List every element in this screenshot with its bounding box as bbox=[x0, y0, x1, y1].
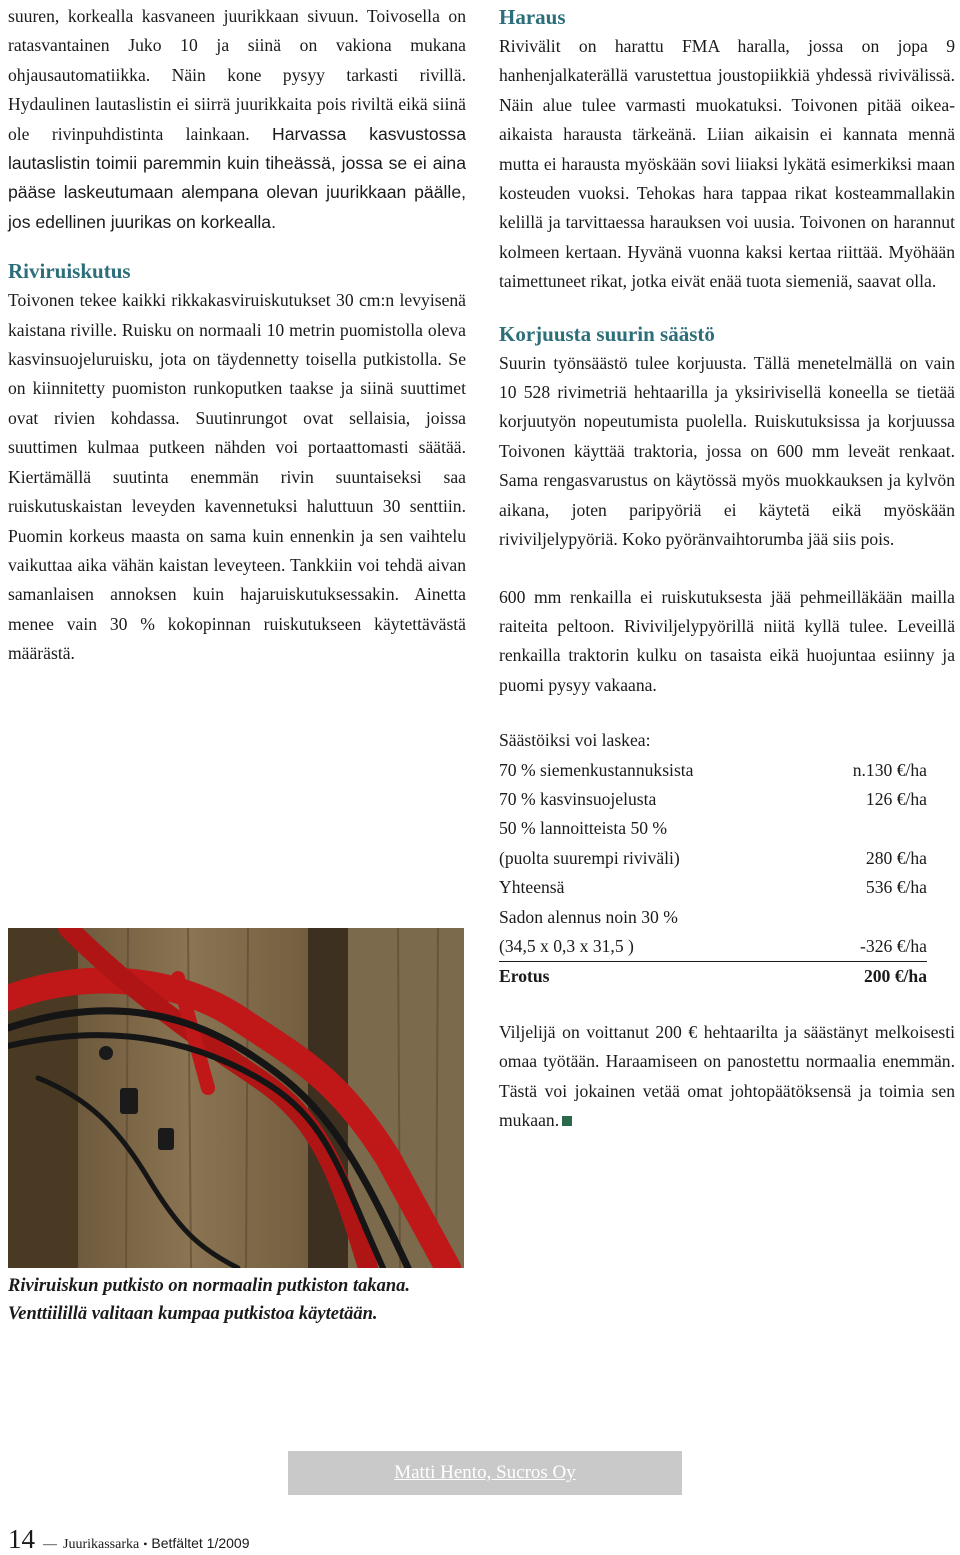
savings-label: 70 % siemenkustannuksista bbox=[499, 759, 694, 780]
paragraph-serif-text: suuren, korkealla kasvaneen juurikkaan sivuun. Toivosella on ratasvantainen Juko 10 ja siinä on vakiona mukana ohjausautomatiikka. Näin kone pysyy tarkasti rivillä. Hydaulinen lautaslistin ei siirrä juurikkaita pois riviltä eikä siinä ole rivinpuhdistinta lainkaan. bbox=[8, 6, 466, 144]
savings-row bbox=[499, 756, 927, 785]
savings-label: Sadon alennus noin 30 % bbox=[499, 906, 678, 927]
paragraph bbox=[499, 1018, 955, 1136]
savings-amount: 126 €/ha bbox=[865, 788, 927, 809]
author-box bbox=[288, 1451, 682, 1495]
photo-illustration bbox=[8, 928, 464, 1268]
photo-caption: Riviruiskun putkisto on normaalin putkiston takana. Venttiilillä valitaan kumpaa putkistoa käytetään. bbox=[8, 1276, 411, 1324]
footer-dash: — bbox=[43, 1537, 57, 1552]
page-footer bbox=[8, 1524, 249, 1554]
savings-total-row bbox=[499, 962, 927, 992]
savings-amount bbox=[809, 814, 927, 843]
savings-amount: 280 €/ha bbox=[865, 847, 927, 868]
paragraph bbox=[8, 2, 466, 237]
savings-label: Yhteensä bbox=[499, 877, 565, 898]
right-column bbox=[499, 2, 955, 1135]
bullet-separator: • bbox=[143, 1537, 148, 1551]
end-of-article-marker bbox=[562, 1116, 572, 1126]
savings-intro: Säästöiksi voi laskea: bbox=[499, 730, 651, 751]
savings-label: 70 % kasvinsuojelusta bbox=[499, 788, 657, 809]
author-link[interactable]: Matti Hento, Sucros Oy bbox=[394, 1462, 576, 1483]
savings-rows bbox=[499, 756, 927, 992]
savings-row bbox=[499, 844, 927, 873]
sprayer-pipework-photo bbox=[8, 928, 464, 1268]
savings-label: 50 % lannoitteista 50 % bbox=[499, 818, 668, 839]
page-number: 14 bbox=[8, 1524, 35, 1554]
final-paragraph-text: Viljelijä on voittanut 200 € hehtaarilta ja säästänyt melkoisesti omaa työtään. Haraamiseen on panostettu normaalia enemmän. Tästä voi jokainen vetää omat johtopäätöksensä ja toimia sen mukaan. bbox=[499, 1021, 955, 1130]
paragraph: Rivivälit on harattu FMA haralla, jossa on jopa 9 hanhenjalkaterällä varustettua joustopiikkiä yhdessä rivivälissä. Näin alue tulee varmasti muokatuksi. Toivonen pitää oikea-aikaista harausta tärkeänä. Liian aikaisin ei kannata mennä mutta ei harausta myöskään sovi liiaksi lykätä esimerkiksi maan kosteuden vuoksi. Tehokas hara tappaa rikat kosteammallakin kelillä ja tarvittaessa harauksen voi uusia. Toivonen on harannut kolmeen kertaan. Hyvänä vuonna kaksi kertaa riittää. Myöhään taimettuneet rikat, jotka eivät enää tuota siemeniä, saavat olla. bbox=[499, 36, 955, 292]
publication-name: Juurikassarka bbox=[63, 1537, 140, 1552]
savings-table bbox=[499, 726, 955, 992]
heading-riviruiskutus: Riviruiskutus bbox=[8, 259, 131, 284]
heading-haraus: Haraus bbox=[499, 5, 566, 29]
savings-amount bbox=[809, 903, 927, 932]
left-column bbox=[8, 2, 466, 669]
heading-korjuusta-suurin-saasto: Korjuusta suurin säästö bbox=[499, 321, 715, 346]
savings-row bbox=[499, 903, 927, 932]
savings-label: (34,5 x 0,3 x 31,5 ) bbox=[499, 932, 809, 962]
savings-row bbox=[499, 814, 927, 843]
savings-label: Erotus bbox=[499, 966, 550, 987]
paragraph: 600 mm renkailla ei ruiskutuksesta jää pehmeilläkään mailla raiteita peltoon. Riviviljelypyörillä niitä kyllä tulee. Leveillä renkailla traktorin kulku on tasaista eikä huojuntaa esiinny ja puomi pysyy vakaana. bbox=[499, 586, 955, 695]
savings-amount: 536 €/ha bbox=[865, 877, 927, 898]
savings-amount: n.130 €/ha bbox=[852, 759, 927, 780]
savings-amount: 200 €/ha bbox=[863, 966, 927, 987]
savings-row bbox=[499, 785, 927, 814]
savings-label: (puolta suurempi riviväli) bbox=[499, 847, 680, 868]
savings-amount: -326 €/ha bbox=[809, 932, 927, 962]
paragraph: Toivonen tekee kaikki rikkakasviruiskutukset 30 cm:n levyisenä kaistana riville. Ruisku on normaali 10 metrin puomistolla oleva kasvinsuojeluruisku, jota on täydennetty toisella putkistolla. Se on kiinnitetty puomiston runkoputken taakse ja siinä suuttimet ovat rivien kohdassa. Suutinrungot ovat sellaisia, joissa suuttimen kulmaa putkeen nähden voi portaattomasti säätää. Kiertämällä suutinta enemmän rivin suuntaiseksi saa ruiskutuskaistan leveyden kavennetuksi haluttuun 30 senttiin. Puomin korkeus maasta on sama kuin ennenkin ja sen vaihtelu vaikuttaa aika vähän kaistan leveyteen. Tankkiin voi tehdä aivan samanlaisen annoksen kuin hajaruiskutuksessakin. Ainetta menee vain 30 % kokopinnan ruiskutukseen käytettävästä määrästä. bbox=[8, 290, 466, 664]
paragraph: Suurin työnsäästö tulee korjuusta. Tällä menetelmällä on vain 10 528 rivimetriä hehtaarilla ja yksirivisellä koneella se tietää korjuutyön nopeutumista puolella. Ruiskutuksissa ja korjuussa Toivonen käyttää traktoria, jossa on 600 mm leveät renkaat. Sama rengasvarustus on käytössä myös muokkauksen ja kylvön aikana, joten paripyöriä ei käytetä eikä myöskään riviviljelypyöriä. Koko pyöränvaihtorumba jää siis pois. bbox=[499, 352, 955, 550]
savings-row bbox=[499, 932, 927, 962]
savings-row bbox=[499, 873, 927, 902]
paragraph-sans-text: Harvassa kasvustossa lautaslistin toimii paremmin kuin tiheässä, jossa se ei aina pääse laskeutumaan alempana olevan juurikkaan päälle, jos edellinen juurikas on korkealla. bbox=[8, 123, 466, 232]
publication-issue: Betfältet 1/2009 bbox=[151, 1535, 250, 1551]
